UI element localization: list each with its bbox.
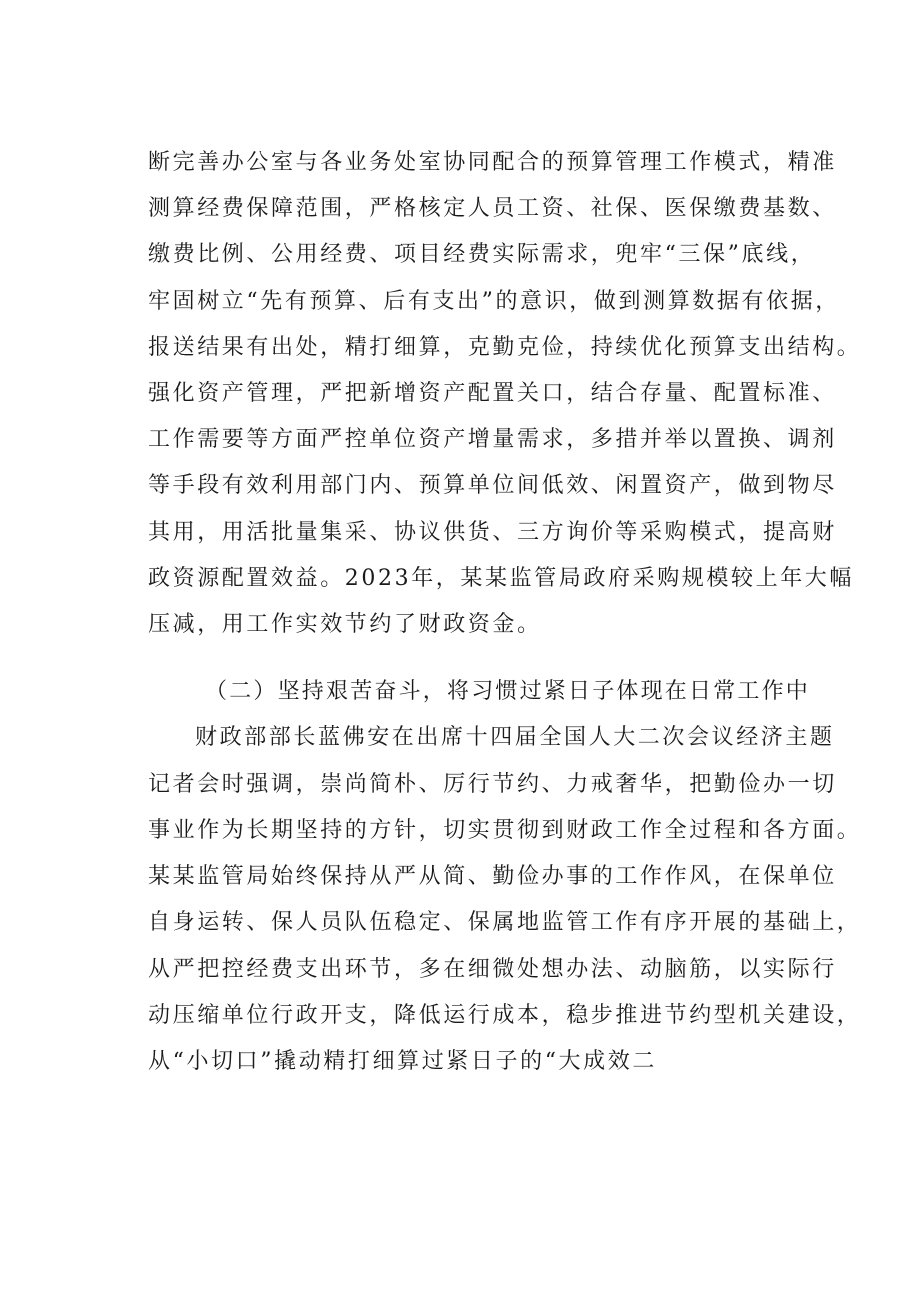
paragraph-1-line-2: 测算经费保障范围，严格核定人员工资、社保、医保缴费基数、 xyxy=(148,196,837,221)
paragraph-1-line-5: 报送结果有出处，精打细算，克勤克俭，持续优化预算支出结构。 xyxy=(148,335,862,360)
paragraph-2-line-4: 某某监管局始终保持从严从简、勤俭办事的工作作风，在保单位 xyxy=(148,864,837,889)
paragraph-1-line-1: 断完善办公室与各业务处室协同配合的预算管理工作模式，精准 xyxy=(148,150,837,175)
paragraph-1-line-6: 强化资产管理，严把新增资产配置关口，结合存量、配置标准、 xyxy=(148,381,837,406)
paragraph-1-line-8: 等手段有效利用部门内、预算单位间低效、闲置资产，做到物尽 xyxy=(148,473,837,498)
paragraph-2-line-6: 从严把控经费支出环节，多在细微处想办法、动脑筋，以实际行 xyxy=(148,957,837,982)
paragraph-1-line-11: 压减，用工作实效节约了财政资金。 xyxy=(148,612,542,637)
paragraph-2-line-3: 事业作为长期坚持的方针，切实贯彻到财政工作全过程和各方面。 xyxy=(148,818,862,843)
paragraph-2-line-2: 记者会时强调，崇尚简朴、厉行节约、力戒奢华，把勤俭办一切 xyxy=(148,772,837,797)
section-heading: （二）坚持艰苦奋斗，将习惯过紧日子体现在日常工作中 xyxy=(205,679,811,704)
paragraph-2-line-5: 自身运转、保人员队伍稳定、保属地监管工作有序开展的基础上， xyxy=(148,910,862,935)
paragraph-2-line-7: 动压缩单位行政开支，降低运行成本，稳步推进节约型机关建设， xyxy=(148,1003,862,1028)
paragraph-1-line-3: 缴费比例、公用经费、项目经费实际需求，兜牢“三保”底线， xyxy=(148,242,816,267)
paragraph-2-line-1: 财政部部长蓝佛安在出席十四届全国人大二次会议经济主题 xyxy=(195,725,835,750)
paragraph-1-line-7: 工作需要等方面严控单位资产增量需求，多措并举以置换、调剂 xyxy=(148,427,837,452)
paragraph-1-line-9: 其用，用活批量集采、协议供货、三方询价等采购模式，提高财 xyxy=(148,520,837,545)
paragraph-2-line-8: 从“小切口”撬动精打细算过紧日子的“大成效二 xyxy=(148,1049,657,1074)
paragraph-1-line-4: 牢固树立“先有预算、后有支出”的意识，做到测算数据有依据， xyxy=(148,289,840,314)
paragraph-1-line-10: 政资源配置效益。2023年，某某监管局政府采购规模较上年大幅 xyxy=(148,566,854,591)
